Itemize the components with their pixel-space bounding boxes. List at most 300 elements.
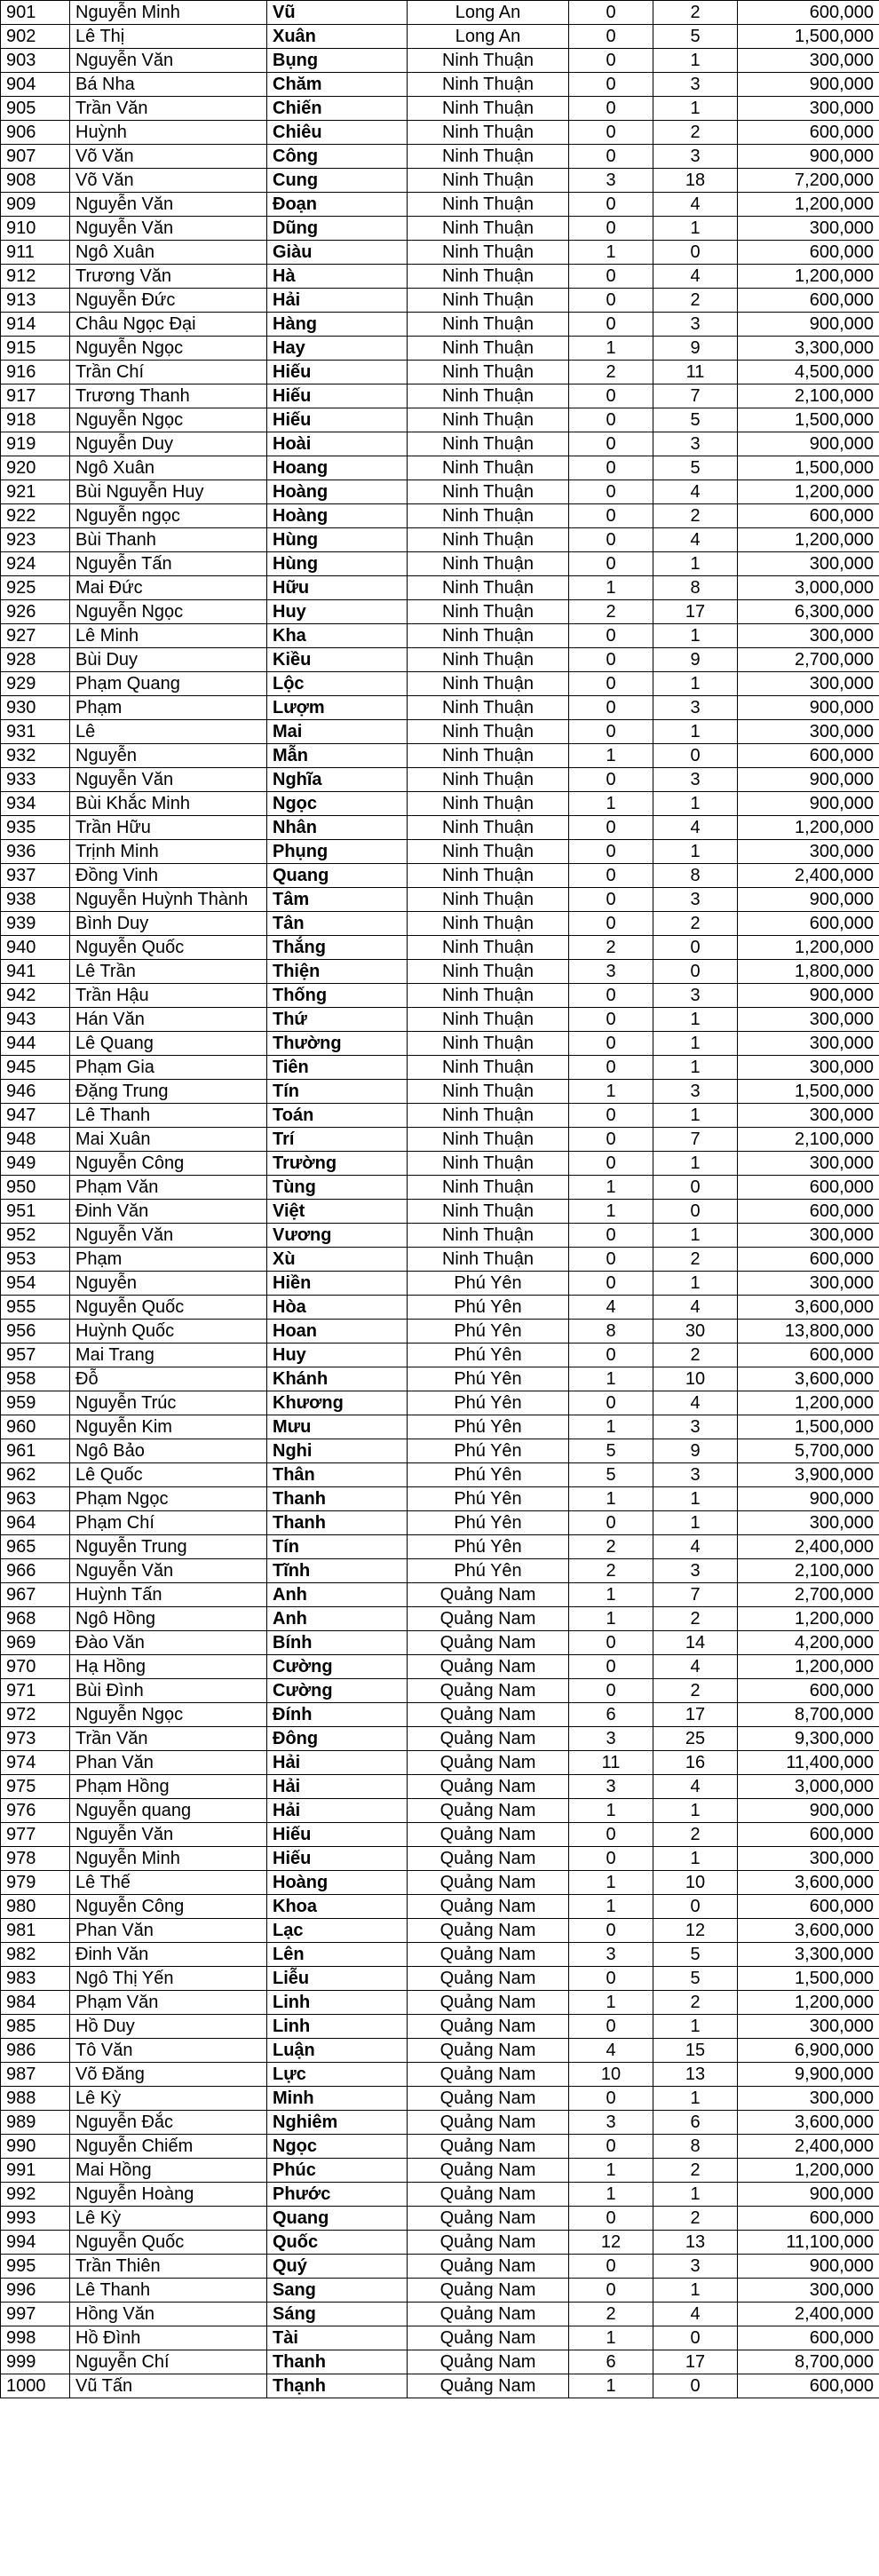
province-cell: Phú Yên xyxy=(408,1415,569,1439)
amount-cell: 300,000 xyxy=(738,552,879,576)
family-name-cell: Hồng Văn xyxy=(70,2303,267,2326)
row-number-cell: 968 xyxy=(1,1607,70,1631)
family-name-cell: Phạm xyxy=(70,1248,267,1272)
given-name-cell: Phụng xyxy=(267,840,408,864)
amount-cell: 6,300,000 xyxy=(738,600,879,624)
table-row xyxy=(1,1296,879,1320)
family-name-cell: Trần Chí xyxy=(70,361,267,384)
row-number-cell: 978 xyxy=(1,1847,70,1871)
table-row xyxy=(1,1248,879,1272)
count-b-cell: 9 xyxy=(653,337,738,361)
count-a-cell: 0 xyxy=(569,888,653,912)
family-name-cell: Nguyễn Minh xyxy=(70,1,267,25)
province-cell: Ninh Thuận xyxy=(408,265,569,289)
count-b-cell: 4 xyxy=(653,480,738,504)
province-cell: Quảng Nam xyxy=(408,2279,569,2303)
row-number-cell: 929 xyxy=(1,672,70,696)
table-row xyxy=(1,2159,879,2183)
count-a-cell: 0 xyxy=(569,121,653,145)
amount-cell: 300,000 xyxy=(738,672,879,696)
province-cell: Ninh Thuận xyxy=(408,1056,569,1080)
count-a-cell: 5 xyxy=(569,1439,653,1463)
count-a-cell: 0 xyxy=(569,432,653,456)
table-row xyxy=(1,1343,879,1367)
count-b-cell: 1 xyxy=(653,1224,738,1248)
row-number-cell: 974 xyxy=(1,1751,70,1775)
table-row xyxy=(1,552,879,576)
given-name-cell: Thiện xyxy=(267,960,408,984)
given-name-cell: Nghi xyxy=(267,1439,408,1463)
count-b-cell: 1 xyxy=(653,2279,738,2303)
count-a-cell: 1 xyxy=(569,2183,653,2207)
table-row xyxy=(1,2207,879,2231)
given-name-cell: Khương xyxy=(267,1391,408,1415)
count-a-cell: 0 xyxy=(569,73,653,97)
province-cell: Phú Yên xyxy=(408,1439,569,1463)
given-name-cell: Tĩnh xyxy=(267,1559,408,1583)
count-a-cell: 0 xyxy=(569,1008,653,1032)
table-row xyxy=(1,1703,879,1727)
count-a-cell: 0 xyxy=(569,1823,653,1847)
amount-cell: 900,000 xyxy=(738,696,879,720)
row-number-cell: 932 xyxy=(1,744,70,768)
given-name-cell: Sang xyxy=(267,2279,408,2303)
amount-cell: 300,000 xyxy=(738,2279,879,2303)
province-cell: Ninh Thuận xyxy=(408,912,569,936)
table-row xyxy=(1,1200,879,1224)
row-number-cell: 949 xyxy=(1,1152,70,1176)
table-row xyxy=(1,337,879,361)
count-b-cell: 2 xyxy=(653,1607,738,1631)
count-b-cell: 1 xyxy=(653,1008,738,1032)
table-row xyxy=(1,1176,879,1200)
table-row xyxy=(1,1032,879,1056)
province-cell: Quảng Nam xyxy=(408,1991,569,2015)
family-name-cell: Lê Minh xyxy=(70,624,267,648)
count-b-cell: 1 xyxy=(653,1056,738,1080)
family-name-cell: Nguyễn Minh xyxy=(70,1847,267,1871)
given-name-cell: Linh xyxy=(267,2015,408,2039)
row-number-cell: 955 xyxy=(1,1296,70,1320)
given-name-cell: Linh xyxy=(267,1991,408,2015)
given-name-cell: Hoàng xyxy=(267,1871,408,1895)
table-row xyxy=(1,1871,879,1895)
amount-cell: 300,000 xyxy=(738,720,879,744)
family-name-cell: Nguyễn Kim xyxy=(70,1415,267,1439)
province-cell: Ninh Thuận xyxy=(408,888,569,912)
family-name-cell: Phạm Ngọc xyxy=(70,1487,267,1511)
count-b-cell: 2 xyxy=(653,504,738,528)
given-name-cell: Đông xyxy=(267,1727,408,1751)
family-name-cell: Lê Thanh xyxy=(70,2279,267,2303)
table-row xyxy=(1,169,879,193)
province-cell: Ninh Thuận xyxy=(408,1008,569,1032)
province-cell: Phú Yên xyxy=(408,1343,569,1367)
row-number-cell: 903 xyxy=(1,49,70,73)
count-a-cell: 0 xyxy=(569,1,653,25)
amount-cell: 300,000 xyxy=(738,49,879,73)
province-cell: Quảng Nam xyxy=(408,1655,569,1679)
province-cell: Phú Yên xyxy=(408,1559,569,1583)
family-name-cell: Phạm Chí xyxy=(70,1511,267,1535)
given-name-cell: Toán xyxy=(267,1104,408,1128)
count-b-cell: 14 xyxy=(653,1631,738,1655)
amount-cell: 300,000 xyxy=(738,1224,879,1248)
count-b-cell: 2 xyxy=(653,289,738,313)
family-name-cell: Phạm Gia xyxy=(70,1056,267,1080)
family-name-cell: Ngô Xuân xyxy=(70,241,267,265)
row-number-cell: 918 xyxy=(1,408,70,432)
row-number-cell: 951 xyxy=(1,1200,70,1224)
given-name-cell: Vương xyxy=(267,1224,408,1248)
count-a-cell: 4 xyxy=(569,2039,653,2063)
family-name-cell: Phạm xyxy=(70,696,267,720)
given-name-cell: Hoang xyxy=(267,456,408,480)
given-name-cell: Chăm xyxy=(267,73,408,97)
family-name-cell: Nguyễn Quốc xyxy=(70,936,267,960)
count-b-cell: 4 xyxy=(653,265,738,289)
province-cell: Ninh Thuận xyxy=(408,864,569,888)
row-number-cell: 986 xyxy=(1,2039,70,2063)
province-cell: Ninh Thuận xyxy=(408,528,569,552)
given-name-cell: Công xyxy=(267,145,408,169)
count-a-cell: 0 xyxy=(569,1056,653,1080)
province-cell: Ninh Thuận xyxy=(408,1032,569,1056)
amount-cell: 900,000 xyxy=(738,1487,879,1511)
family-name-cell: Huỳnh Tấn xyxy=(70,1583,267,1607)
province-cell: Quảng Nam xyxy=(408,2255,569,2279)
row-number-cell: 920 xyxy=(1,456,70,480)
table-row xyxy=(1,1799,879,1823)
family-name-cell: Nguyễn Văn xyxy=(70,768,267,792)
row-number-cell: 983 xyxy=(1,1967,70,1991)
family-name-cell: Lê Trần xyxy=(70,960,267,984)
count-a-cell: 0 xyxy=(569,265,653,289)
count-a-cell: 1 xyxy=(569,2159,653,2183)
count-b-cell: 4 xyxy=(653,1535,738,1559)
given-name-cell: Hiếu xyxy=(267,1823,408,1847)
amount-cell: 1,500,000 xyxy=(738,1967,879,1991)
family-name-cell: Phạm Văn xyxy=(70,1176,267,1200)
province-cell: Quảng Nam xyxy=(408,1607,569,1631)
table-row xyxy=(1,1487,879,1511)
count-a-cell: 0 xyxy=(569,696,653,720)
count-b-cell: 3 xyxy=(653,73,738,97)
family-name-cell: Phạm Hồng xyxy=(70,1775,267,1799)
given-name-cell: Kha xyxy=(267,624,408,648)
province-cell: Ninh Thuận xyxy=(408,936,569,960)
row-number-cell: 943 xyxy=(1,1008,70,1032)
row-number-cell: 945 xyxy=(1,1056,70,1080)
table-row xyxy=(1,2039,879,2063)
count-a-cell: 0 xyxy=(569,1967,653,1991)
count-b-cell: 1 xyxy=(653,2183,738,2207)
table-row xyxy=(1,576,879,600)
row-number-cell: 902 xyxy=(1,25,70,49)
amount-cell: 2,100,000 xyxy=(738,384,879,408)
amount-cell: 600,000 xyxy=(738,2374,879,2398)
row-number-cell: 976 xyxy=(1,1799,70,1823)
amount-cell: 300,000 xyxy=(738,1272,879,1296)
given-name-cell: Thanh xyxy=(267,2350,408,2374)
family-name-cell: Phạm Văn xyxy=(70,1991,267,2015)
count-a-cell: 0 xyxy=(569,193,653,217)
count-b-cell: 8 xyxy=(653,2135,738,2159)
row-number-cell: 997 xyxy=(1,2303,70,2326)
row-number-cell: 982 xyxy=(1,1943,70,1967)
table-row xyxy=(1,2183,879,2207)
province-cell: Phú Yên xyxy=(408,1367,569,1391)
family-name-cell: Nguyễn Đức xyxy=(70,289,267,313)
province-cell: Quảng Nam xyxy=(408,2159,569,2183)
given-name-cell: Hùng xyxy=(267,528,408,552)
count-a-cell: 0 xyxy=(569,2015,653,2039)
given-name-cell: Hoài xyxy=(267,432,408,456)
table-row xyxy=(1,672,879,696)
given-name-cell: Quang xyxy=(267,864,408,888)
amount-cell: 3,000,000 xyxy=(738,576,879,600)
row-number-cell: 990 xyxy=(1,2135,70,2159)
family-name-cell: Lê Thế xyxy=(70,1871,267,1895)
count-b-cell: 0 xyxy=(653,744,738,768)
province-cell: Ninh Thuận xyxy=(408,1224,569,1248)
count-b-cell: 3 xyxy=(653,1080,738,1104)
row-number-cell: 966 xyxy=(1,1559,70,1583)
count-b-cell: 2 xyxy=(653,121,738,145)
count-a-cell: 0 xyxy=(569,624,653,648)
given-name-cell: Vũ xyxy=(267,1,408,25)
family-name-cell: Ngô Thị Yến xyxy=(70,1967,267,1991)
family-name-cell: Phan Văn xyxy=(70,1919,267,1943)
amount-cell: 1,200,000 xyxy=(738,480,879,504)
table-row xyxy=(1,1008,879,1032)
amount-cell: 300,000 xyxy=(738,1847,879,1871)
given-name-cell: Hiền xyxy=(267,1272,408,1296)
row-number-cell: 901 xyxy=(1,1,70,25)
family-name-cell: Trương Thanh xyxy=(70,384,267,408)
given-name-cell: Mưu xyxy=(267,1415,408,1439)
province-cell: Ninh Thuận xyxy=(408,768,569,792)
count-b-cell: 5 xyxy=(653,25,738,49)
family-name-cell: Phan Văn xyxy=(70,1751,267,1775)
province-cell: Quảng Nam xyxy=(408,1727,569,1751)
table-row xyxy=(1,2326,879,2350)
count-b-cell: 4 xyxy=(653,1391,738,1415)
count-a-cell: 0 xyxy=(569,2087,653,2111)
table-row xyxy=(1,1128,879,1152)
row-number-cell: 914 xyxy=(1,313,70,337)
row-number-cell: 963 xyxy=(1,1487,70,1511)
province-cell: Quảng Nam xyxy=(408,2087,569,2111)
amount-cell: 3,600,000 xyxy=(738,1919,879,1943)
province-cell: Ninh Thuận xyxy=(408,193,569,217)
count-a-cell: 11 xyxy=(569,1751,653,1775)
table-row xyxy=(1,145,879,169)
count-a-cell: 0 xyxy=(569,97,653,121)
given-name-cell: Thanh xyxy=(267,1511,408,1535)
row-number-cell: 910 xyxy=(1,217,70,241)
row-number-cell: 936 xyxy=(1,840,70,864)
given-name-cell: Quốc xyxy=(267,2231,408,2255)
province-cell: Phú Yên xyxy=(408,1272,569,1296)
given-name-cell: Thường xyxy=(267,1032,408,1056)
count-b-cell: 8 xyxy=(653,576,738,600)
given-name-cell: Phúc xyxy=(267,2159,408,2183)
count-b-cell: 9 xyxy=(653,648,738,672)
count-b-cell: 6 xyxy=(653,2111,738,2135)
count-b-cell: 3 xyxy=(653,432,738,456)
amount-cell: 600,000 xyxy=(738,1248,879,1272)
family-name-cell: Huỳnh Quốc xyxy=(70,1320,267,1343)
count-a-cell: 1 xyxy=(569,1487,653,1511)
province-cell: Ninh Thuận xyxy=(408,384,569,408)
count-b-cell: 1 xyxy=(653,97,738,121)
table-row xyxy=(1,1056,879,1080)
count-b-cell: 0 xyxy=(653,1895,738,1919)
family-name-cell: Võ Văn xyxy=(70,169,267,193)
table-row xyxy=(1,1080,879,1104)
family-name-cell: Trịnh Minh xyxy=(70,840,267,864)
amount-cell: 900,000 xyxy=(738,73,879,97)
family-name-cell: Nguyễn ngọc xyxy=(70,504,267,528)
row-number-cell: 996 xyxy=(1,2279,70,2303)
count-b-cell: 10 xyxy=(653,1367,738,1391)
count-a-cell: 0 xyxy=(569,864,653,888)
count-a-cell: 1 xyxy=(569,241,653,265)
row-number-cell: 923 xyxy=(1,528,70,552)
amount-cell: 300,000 xyxy=(738,217,879,241)
amount-cell: 7,200,000 xyxy=(738,169,879,193)
count-a-cell: 0 xyxy=(569,1032,653,1056)
amount-cell: 2,400,000 xyxy=(738,864,879,888)
family-name-cell: Nguyễn Văn xyxy=(70,1224,267,1248)
family-name-cell: Trần Văn xyxy=(70,1727,267,1751)
count-a-cell: 0 xyxy=(569,2135,653,2159)
count-a-cell: 1 xyxy=(569,1583,653,1607)
amount-cell: 900,000 xyxy=(738,2255,879,2279)
amount-cell: 300,000 xyxy=(738,840,879,864)
given-name-cell: Quang xyxy=(267,2207,408,2231)
given-name-cell: Tài xyxy=(267,2326,408,2350)
province-cell: Quảng Nam xyxy=(408,1895,569,1919)
family-name-cell: Trần Thiên xyxy=(70,2255,267,2279)
given-name-cell: Nhân xyxy=(267,816,408,840)
count-b-cell: 5 xyxy=(653,408,738,432)
table-row xyxy=(1,2374,879,2398)
given-name-cell: Lượm xyxy=(267,696,408,720)
table-row xyxy=(1,25,879,49)
amount-cell: 600,000 xyxy=(738,241,879,265)
table-row xyxy=(1,1631,879,1655)
table-row xyxy=(1,2303,879,2326)
count-b-cell: 4 xyxy=(653,1775,738,1799)
amount-cell: 300,000 xyxy=(738,97,879,121)
count-b-cell: 1 xyxy=(653,840,738,864)
count-a-cell: 0 xyxy=(569,528,653,552)
province-cell: Ninh Thuận xyxy=(408,408,569,432)
province-cell: Ninh Thuận xyxy=(408,49,569,73)
row-number-cell: 960 xyxy=(1,1415,70,1439)
count-b-cell: 4 xyxy=(653,816,738,840)
table-row xyxy=(1,648,879,672)
amount-cell: 1,200,000 xyxy=(738,193,879,217)
count-a-cell: 0 xyxy=(569,217,653,241)
province-cell: Ninh Thuận xyxy=(408,600,569,624)
amount-cell: 300,000 xyxy=(738,2087,879,2111)
table-row xyxy=(1,1655,879,1679)
count-b-cell: 1 xyxy=(653,624,738,648)
amount-cell: 3,900,000 xyxy=(738,1463,879,1487)
table-row xyxy=(1,840,879,864)
amount-cell: 1,500,000 xyxy=(738,25,879,49)
table-row xyxy=(1,1583,879,1607)
table-row xyxy=(1,888,879,912)
amount-cell: 300,000 xyxy=(738,1511,879,1535)
given-name-cell: Hàng xyxy=(267,313,408,337)
given-name-cell: Hải xyxy=(267,1775,408,1799)
count-b-cell: 3 xyxy=(653,1463,738,1487)
family-name-cell: Bùi Đình xyxy=(70,1679,267,1703)
amount-cell: 11,400,000 xyxy=(738,1751,879,1775)
count-b-cell: 12 xyxy=(653,1919,738,1943)
family-name-cell: Hán Văn xyxy=(70,1008,267,1032)
table-row xyxy=(1,1224,879,1248)
row-number-cell: 991 xyxy=(1,2159,70,2183)
amount-cell: 2,100,000 xyxy=(738,1559,879,1583)
count-b-cell: 2 xyxy=(653,1823,738,1847)
row-number-cell: 906 xyxy=(1,121,70,145)
count-b-cell: 4 xyxy=(653,528,738,552)
count-b-cell: 0 xyxy=(653,1176,738,1200)
given-name-cell: Hiếu xyxy=(267,384,408,408)
count-a-cell: 0 xyxy=(569,145,653,169)
province-cell: Ninh Thuận xyxy=(408,504,569,528)
table-row xyxy=(1,408,879,432)
count-a-cell: 0 xyxy=(569,672,653,696)
amount-cell: 2,100,000 xyxy=(738,1128,879,1152)
amount-cell: 300,000 xyxy=(738,2015,879,2039)
row-number-cell: 959 xyxy=(1,1391,70,1415)
province-cell: Phú Yên xyxy=(408,1535,569,1559)
row-number-cell: 911 xyxy=(1,241,70,265)
amount-cell: 600,000 xyxy=(738,289,879,313)
table-row xyxy=(1,217,879,241)
province-cell: Ninh Thuận xyxy=(408,1080,569,1104)
family-name-cell: Mai Hồng xyxy=(70,2159,267,2183)
count-b-cell: 1 xyxy=(653,49,738,73)
given-name-cell: Minh xyxy=(267,2087,408,2111)
province-cell: Quảng Nam xyxy=(408,1847,569,1871)
count-a-cell: 0 xyxy=(569,49,653,73)
given-name-cell: Anh xyxy=(267,1607,408,1631)
given-name-cell: Xuân xyxy=(267,25,408,49)
row-number-cell: 938 xyxy=(1,888,70,912)
amount-cell: 1,200,000 xyxy=(738,1607,879,1631)
province-cell: Phú Yên xyxy=(408,1296,569,1320)
province-cell: Ninh Thuận xyxy=(408,313,569,337)
amount-cell: 6,900,000 xyxy=(738,2039,879,2063)
table-row xyxy=(1,97,879,121)
count-a-cell: 0 xyxy=(569,840,653,864)
row-number-cell: 924 xyxy=(1,552,70,576)
province-cell: Ninh Thuận xyxy=(408,720,569,744)
row-number-cell: 931 xyxy=(1,720,70,744)
given-name-cell: Liễu xyxy=(267,1967,408,1991)
province-cell: Ninh Thuận xyxy=(408,73,569,97)
table-row xyxy=(1,313,879,337)
family-name-cell: Lê Quang xyxy=(70,1032,267,1056)
province-cell: Ninh Thuận xyxy=(408,121,569,145)
